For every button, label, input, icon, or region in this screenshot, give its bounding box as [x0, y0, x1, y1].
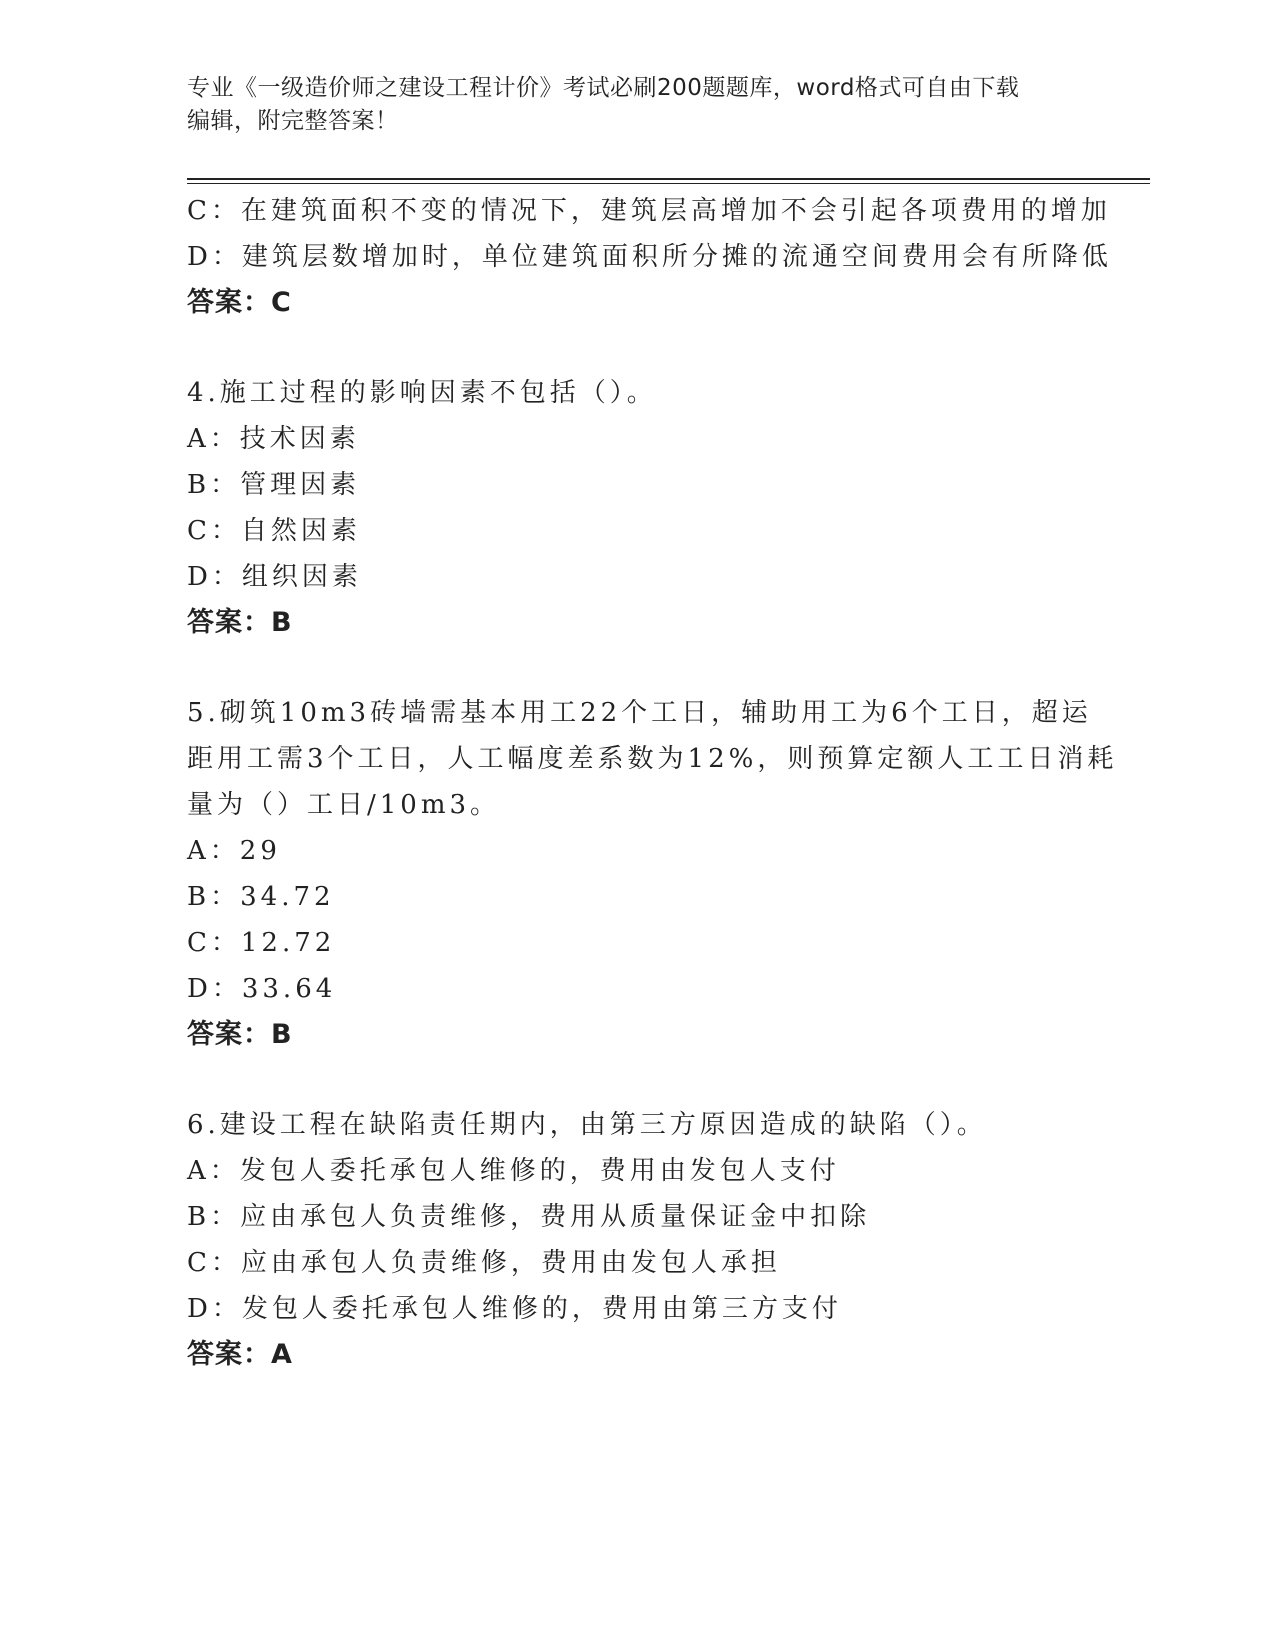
- option-line: D：发包人委托承包人维修的，费用由第三方支付: [187, 1294, 842, 1324]
- header-line-2: 编辑，附完整答案！: [187, 108, 399, 134]
- question-stem: 距用工需3个工日，人工幅度差系数为12%，则预算定额人工工日消耗: [187, 744, 1118, 774]
- option-line: C：在建筑面积不变的情况下，建筑层高增加不会引起各项费用的增加: [187, 196, 1111, 226]
- question-5: [187, 690, 1118, 1058]
- option-line: A：29: [187, 836, 281, 866]
- answer-line: 答案：A: [187, 1339, 293, 1370]
- header-line-1: 专业《一级造价师之建设工程计价》考试必刷200题题库，word格式可自由下载: [187, 75, 1020, 101]
- option-line: A：发包人委托承包人维修的，费用由发包人支付: [187, 1156, 840, 1186]
- option-line: C：应由承包人负责维修，费用由发包人承担: [187, 1248, 781, 1278]
- question-6: [187, 1102, 1087, 1378]
- option-line: B：应由承包人负责维修，费用从质量保证金中扣除: [187, 1202, 871, 1232]
- option-line: C：自然因素: [187, 516, 361, 546]
- answer-line: 答案：B: [187, 1019, 293, 1050]
- option-line: C：12.72: [187, 928, 336, 958]
- question-body: [187, 188, 1118, 1378]
- option-line: D：33.64: [187, 974, 337, 1004]
- question-stem: 4.施工过程的影响因素不包括（）。: [187, 378, 657, 408]
- header-divider-thick: [187, 178, 1150, 180]
- header-divider-thin: [187, 183, 1150, 184]
- option-line: B：34.72: [187, 882, 335, 912]
- question-4: [187, 370, 1087, 646]
- option-line: D：建筑层数增加时，单位建筑面积所分摊的流通空间费用会有所降低: [187, 242, 1112, 272]
- option-line: B：管理因素: [187, 470, 361, 500]
- question-stem: 量为（）工日/10m3。: [187, 790, 501, 820]
- option-line: A：技术因素: [187, 424, 360, 454]
- answer-line: 答案：C: [187, 287, 292, 318]
- answer-line: 答案：B: [187, 607, 293, 638]
- document-header: [187, 72, 1087, 138]
- question-stem: 5.砌筑10m3砖墙需基本用工22个工日，辅助用工为6个工日，超运: [187, 698, 1092, 728]
- question-stem: 6.建设工程在缺陷责任期内，由第三方原因造成的缺陷（）。: [187, 1110, 987, 1140]
- option-line: D：组织因素: [187, 562, 362, 592]
